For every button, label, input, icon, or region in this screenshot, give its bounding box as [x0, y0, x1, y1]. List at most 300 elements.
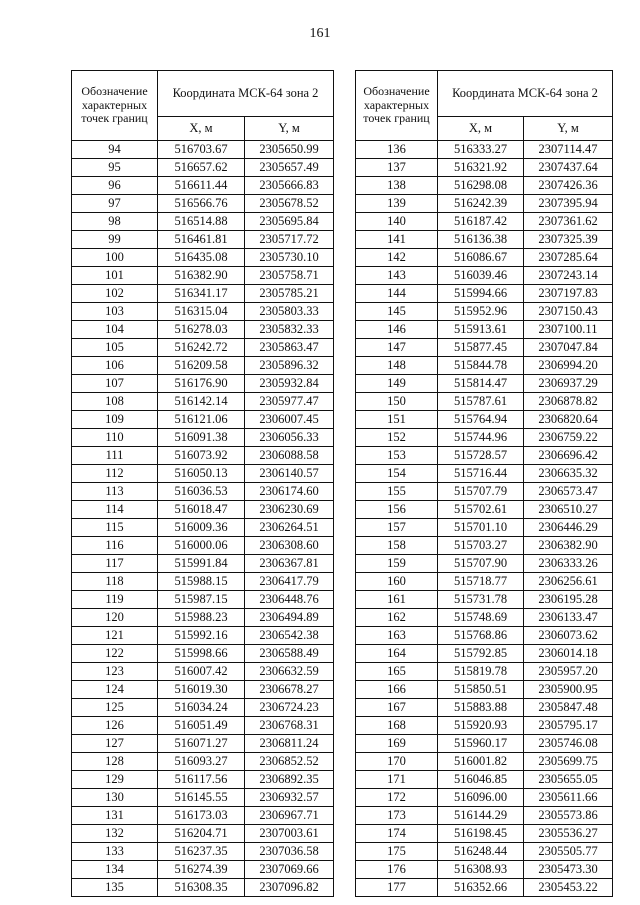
table-row: [72, 699, 334, 717]
point-number-cell: 164: [356, 645, 438, 663]
point-number-cell: 137: [356, 159, 438, 177]
point-number-cell: 153: [356, 447, 438, 465]
y-coordinate-cell: 2306994.20: [524, 357, 613, 375]
table-row: [72, 807, 334, 825]
point-number-cell: 174: [356, 825, 438, 843]
x-coordinate-cell: 515991.84: [158, 555, 245, 573]
point-number-cell: 120: [72, 609, 158, 627]
x-coordinate-cell: 515731.78: [438, 591, 524, 609]
table-row: [72, 411, 334, 429]
point-number-cell: 124: [72, 681, 158, 699]
table-row: [72, 159, 334, 177]
x-coordinate-cell: 516007.42: [158, 663, 245, 681]
y-coordinate-cell: 2307114.47: [524, 141, 613, 159]
table-row: [72, 663, 334, 681]
x-coordinate-cell: 515913.61: [438, 321, 524, 339]
x-coordinate-cell: 516461.81: [158, 231, 245, 249]
table-row: [356, 177, 613, 195]
point-number-cell: 143: [356, 267, 438, 285]
y-coordinate-cell: 2306140.57: [245, 465, 334, 483]
point-number-cell: 173: [356, 807, 438, 825]
y-coordinate-cell: 2307096.82: [245, 879, 334, 897]
x-coordinate-cell: 515744.96: [438, 429, 524, 447]
table-row: [356, 213, 613, 231]
y-coordinate-cell: 2307047.84: [524, 339, 613, 357]
point-number-cell: 94: [72, 141, 158, 159]
table-row: [72, 303, 334, 321]
x-coordinate-cell: 516352.66: [438, 879, 524, 897]
point-number-cell: 113: [72, 483, 158, 501]
y-coordinate-cell: 2306696.42: [524, 447, 613, 465]
x-coordinate-cell: 516382.90: [158, 267, 245, 285]
point-number-cell: 156: [356, 501, 438, 519]
point-number-cell: 96: [72, 177, 158, 195]
x-coordinate-cell: 515987.15: [158, 591, 245, 609]
table-row: [72, 771, 334, 789]
point-number-cell: 107: [72, 375, 158, 393]
point-number-cell: 103: [72, 303, 158, 321]
y-coordinate-cell: 2306367.81: [245, 555, 334, 573]
y-coordinate-cell: 2306494.89: [245, 609, 334, 627]
table-row: [72, 501, 334, 519]
x-coordinate-cell: 515728.57: [438, 447, 524, 465]
y-coordinate-cell: 2306759.22: [524, 429, 613, 447]
point-number-cell: 133: [72, 843, 158, 861]
point-number-cell: 171: [356, 771, 438, 789]
x-coordinate-cell: 515792.85: [438, 645, 524, 663]
table-row: [72, 717, 334, 735]
table-row: [356, 609, 613, 627]
x-coordinate-cell: 516019.30: [158, 681, 245, 699]
table-row: [72, 879, 334, 897]
table-row: [356, 195, 613, 213]
table-row: [356, 267, 613, 285]
x-coordinate-cell: 516333.27: [438, 141, 524, 159]
x-coordinate-cell: 516000.06: [158, 537, 245, 555]
point-number-cell: 130: [72, 789, 158, 807]
table-row: [72, 195, 334, 213]
point-number-cell: 176: [356, 861, 438, 879]
table-row: [72, 555, 334, 573]
x-coordinate-cell: 515850.51: [438, 681, 524, 699]
y-column-header: Y, м: [524, 117, 613, 141]
point-number-cell: 167: [356, 699, 438, 717]
table-row: [356, 861, 613, 879]
designation-header: Обозначение характерных точек границ: [356, 71, 438, 141]
y-coordinate-cell: 2307361.62: [524, 213, 613, 231]
x-coordinate-cell: 515703.27: [438, 537, 524, 555]
x-coordinate-cell: 516274.39: [158, 861, 245, 879]
table-row: [356, 429, 613, 447]
table-row: [72, 375, 334, 393]
y-coordinate-cell: 2306678.27: [245, 681, 334, 699]
table-row: [72, 519, 334, 537]
y-coordinate-cell: 2305505.77: [524, 843, 613, 861]
table-row: [356, 303, 613, 321]
table-row: [356, 591, 613, 609]
y-coordinate-cell: 2307285.64: [524, 249, 613, 267]
table-row: [72, 141, 334, 159]
x-coordinate-cell: 515787.61: [438, 393, 524, 411]
y-coordinate-cell: 2306510.27: [524, 501, 613, 519]
y-coordinate-cell: 2306382.90: [524, 537, 613, 555]
y-coordinate-cell: 2305666.83: [245, 177, 334, 195]
table-row: [356, 699, 613, 717]
point-number-cell: 148: [356, 357, 438, 375]
point-number-cell: 145: [356, 303, 438, 321]
table-row: [356, 357, 613, 375]
table-row: [356, 735, 613, 753]
y-coordinate-cell: 2306014.18: [524, 645, 613, 663]
table-row: [356, 753, 613, 771]
x-coordinate-cell: 516242.72: [158, 339, 245, 357]
table-row: [356, 519, 613, 537]
x-coordinate-cell: 515748.69: [438, 609, 524, 627]
y-coordinate-cell: 2306333.26: [524, 555, 613, 573]
x-column-header: X, м: [158, 117, 245, 141]
point-number-cell: 108: [72, 393, 158, 411]
table-row: [72, 537, 334, 555]
coordinate-system-header: Координата МСК-64 зона 2: [158, 71, 334, 117]
point-number-cell: 140: [356, 213, 438, 231]
point-number-cell: 149: [356, 375, 438, 393]
point-number-cell: 122: [72, 645, 158, 663]
x-coordinate-cell: 515998.66: [158, 645, 245, 663]
table-row: [356, 879, 613, 897]
y-coordinate-cell: 2305847.48: [524, 699, 613, 717]
x-coordinate-cell: 516096.00: [438, 789, 524, 807]
point-number-cell: 168: [356, 717, 438, 735]
y-coordinate-cell: 2307003.61: [245, 825, 334, 843]
y-coordinate-cell: 2305977.47: [245, 393, 334, 411]
x-coordinate-cell: 516144.29: [438, 807, 524, 825]
y-coordinate-cell: 2305678.52: [245, 195, 334, 213]
y-coordinate-cell: 2307437.64: [524, 159, 613, 177]
table-row: [356, 483, 613, 501]
point-number-cell: 170: [356, 753, 438, 771]
x-coordinate-cell: 516308.35: [158, 879, 245, 897]
y-coordinate-cell: 2306820.64: [524, 411, 613, 429]
table-row: [72, 231, 334, 249]
x-coordinate-cell: 516514.88: [158, 213, 245, 231]
point-number-cell: 163: [356, 627, 438, 645]
y-coordinate-cell: 2306852.52: [245, 753, 334, 771]
y-coordinate-cell: 2306932.57: [245, 789, 334, 807]
table-row: [356, 771, 613, 789]
y-coordinate-cell: 2306417.79: [245, 573, 334, 591]
y-coordinate-cell: 2305650.99: [245, 141, 334, 159]
table-row: [72, 357, 334, 375]
table-row: [72, 249, 334, 267]
table-row: [72, 609, 334, 627]
y-coordinate-cell: 2306632.59: [245, 663, 334, 681]
point-number-cell: 154: [356, 465, 438, 483]
y-coordinate-cell: 2305932.84: [245, 375, 334, 393]
x-coordinate-cell: 516086.67: [438, 249, 524, 267]
x-coordinate-cell: 515844.78: [438, 357, 524, 375]
point-number-cell: 126: [72, 717, 158, 735]
table-row: [72, 843, 334, 861]
point-number-cell: 160: [356, 573, 438, 591]
point-number-cell: 115: [72, 519, 158, 537]
table-row: [356, 825, 613, 843]
y-coordinate-cell: 2306056.33: [245, 429, 334, 447]
x-coordinate-cell: 516237.35: [158, 843, 245, 861]
y-coordinate-cell: 2305832.33: [245, 321, 334, 339]
x-coordinate-cell: 515920.93: [438, 717, 524, 735]
x-coordinate-cell: 515764.94: [438, 411, 524, 429]
y-coordinate-cell: 2307069.66: [245, 861, 334, 879]
point-number-cell: 150: [356, 393, 438, 411]
x-coordinate-cell: 515702.61: [438, 501, 524, 519]
coordinates-table-right: [355, 70, 613, 897]
point-number-cell: 128: [72, 753, 158, 771]
y-coordinate-cell: 2306256.61: [524, 573, 613, 591]
point-number-cell: 98: [72, 213, 158, 231]
x-coordinate-cell: 516009.36: [158, 519, 245, 537]
page-number: 161: [309, 26, 331, 41]
y-coordinate-cell: 2306007.45: [245, 411, 334, 429]
x-coordinate-cell: 516001.82: [438, 753, 524, 771]
x-coordinate-cell: 515814.47: [438, 375, 524, 393]
table-row: [72, 465, 334, 483]
point-number-cell: 169: [356, 735, 438, 753]
x-coordinate-cell: 516611.44: [158, 177, 245, 195]
x-coordinate-cell: 515988.15: [158, 573, 245, 591]
y-coordinate-cell: 2306073.62: [524, 627, 613, 645]
x-coordinate-cell: 516321.92: [438, 159, 524, 177]
y-coordinate-cell: 2306811.24: [245, 735, 334, 753]
y-coordinate-cell: 2306174.60: [245, 483, 334, 501]
x-coordinate-cell: 516176.90: [158, 375, 245, 393]
x-coordinate-cell: 515988.23: [158, 609, 245, 627]
table-row: [356, 393, 613, 411]
x-coordinate-cell: 515707.79: [438, 483, 524, 501]
x-coordinate-cell: 515819.78: [438, 663, 524, 681]
y-coordinate-cell: 2307395.94: [524, 195, 613, 213]
x-coordinate-cell: 516117.56: [158, 771, 245, 789]
point-number-cell: 99: [72, 231, 158, 249]
point-number-cell: 162: [356, 609, 438, 627]
x-coordinate-cell: 516121.06: [158, 411, 245, 429]
y-coordinate-cell: 2307325.39: [524, 231, 613, 249]
table-row: [356, 375, 613, 393]
y-coordinate-cell: 2305695.84: [245, 213, 334, 231]
x-coordinate-cell: 516278.03: [158, 321, 245, 339]
point-number-cell: 139: [356, 195, 438, 213]
point-number-cell: 125: [72, 699, 158, 717]
x-coordinate-cell: 516136.38: [438, 231, 524, 249]
x-coordinate-cell: 516298.08: [438, 177, 524, 195]
x-coordinate-cell: 516657.62: [158, 159, 245, 177]
point-number-cell: 141: [356, 231, 438, 249]
y-coordinate-cell: 2306588.49: [245, 645, 334, 663]
table-row: [356, 555, 613, 573]
point-number-cell: 123: [72, 663, 158, 681]
y-coordinate-cell: 2305803.33: [245, 303, 334, 321]
coordinate-system-header: Координата МСК-64 зона 2: [438, 71, 613, 117]
point-number-cell: 159: [356, 555, 438, 573]
y-coordinate-cell: 2306724.23: [245, 699, 334, 717]
point-number-cell: 177: [356, 879, 438, 897]
point-number-cell: 172: [356, 789, 438, 807]
table-row: [72, 321, 334, 339]
point-number-cell: 165: [356, 663, 438, 681]
table-row: [72, 627, 334, 645]
x-coordinate-cell: 516315.04: [158, 303, 245, 321]
y-coordinate-cell: 2306573.47: [524, 483, 613, 501]
y-coordinate-cell: 2305699.75: [524, 753, 613, 771]
y-coordinate-cell: 2307197.83: [524, 285, 613, 303]
coordinates-table-left: [71, 70, 334, 897]
table-row: [356, 447, 613, 465]
table-row: [356, 321, 613, 339]
point-number-cell: 135: [72, 879, 158, 897]
table-row: [356, 537, 613, 555]
y-coordinate-cell: 2305717.72: [245, 231, 334, 249]
point-number-cell: 110: [72, 429, 158, 447]
point-number-cell: 175: [356, 843, 438, 861]
table-row: [72, 177, 334, 195]
table-row: [356, 717, 613, 735]
point-number-cell: 152: [356, 429, 438, 447]
x-coordinate-cell: 516051.49: [158, 717, 245, 735]
table-row: [72, 339, 334, 357]
point-number-cell: 101: [72, 267, 158, 285]
y-coordinate-cell: 2306088.58: [245, 447, 334, 465]
x-coordinate-cell: 516703.67: [158, 141, 245, 159]
x-coordinate-cell: 516248.44: [438, 843, 524, 861]
table-row: [72, 573, 334, 591]
x-coordinate-cell: 515883.88: [438, 699, 524, 717]
table-row: [356, 807, 613, 825]
x-coordinate-cell: 515707.90: [438, 555, 524, 573]
table-row: [72, 483, 334, 501]
x-coordinate-cell: 516036.53: [158, 483, 245, 501]
y-coordinate-cell: 2305795.17: [524, 717, 613, 735]
y-coordinate-cell: 2305957.20: [524, 663, 613, 681]
table-row: [356, 141, 613, 159]
y-coordinate-cell: 2307036.58: [245, 843, 334, 861]
x-coordinate-cell: 516093.27: [158, 753, 245, 771]
point-number-cell: 151: [356, 411, 438, 429]
y-coordinate-cell: 2305896.32: [245, 357, 334, 375]
x-coordinate-cell: 516071.27: [158, 735, 245, 753]
x-coordinate-cell: 515960.17: [438, 735, 524, 753]
table-row: [72, 861, 334, 879]
table-row: [356, 645, 613, 663]
x-coordinate-cell: 516204.71: [158, 825, 245, 843]
x-coordinate-cell: 516039.46: [438, 267, 524, 285]
y-coordinate-cell: 2306446.29: [524, 519, 613, 537]
x-coordinate-cell: 516242.39: [438, 195, 524, 213]
y-coordinate-cell: 2305473.30: [524, 861, 613, 879]
x-coordinate-cell: 516018.47: [158, 501, 245, 519]
x-coordinate-cell: 515718.77: [438, 573, 524, 591]
y-coordinate-cell: 2305863.47: [245, 339, 334, 357]
x-coordinate-cell: 516435.08: [158, 249, 245, 267]
point-number-cell: 117: [72, 555, 158, 573]
point-number-cell: 136: [356, 141, 438, 159]
point-number-cell: 119: [72, 591, 158, 609]
point-number-cell: 102: [72, 285, 158, 303]
point-number-cell: 109: [72, 411, 158, 429]
point-number-cell: 116: [72, 537, 158, 555]
x-coordinate-cell: 515701.10: [438, 519, 524, 537]
table-row: [356, 681, 613, 699]
point-number-cell: 97: [72, 195, 158, 213]
point-number-cell: 111: [72, 447, 158, 465]
x-coordinate-cell: 515877.45: [438, 339, 524, 357]
table-row: [72, 591, 334, 609]
table-row: [72, 735, 334, 753]
point-number-cell: 121: [72, 627, 158, 645]
y-coordinate-cell: 2307243.14: [524, 267, 613, 285]
x-coordinate-cell: 515768.86: [438, 627, 524, 645]
table-body-right: [356, 141, 613, 897]
x-coordinate-cell: 515716.44: [438, 465, 524, 483]
table-row: [72, 447, 334, 465]
x-coordinate-cell: 516566.76: [158, 195, 245, 213]
x-coordinate-cell: 516308.93: [438, 861, 524, 879]
table-row: [356, 573, 613, 591]
table-row: [72, 393, 334, 411]
y-coordinate-cell: 2305746.08: [524, 735, 613, 753]
table-row: [72, 213, 334, 231]
table-row: [356, 465, 613, 483]
table-row: [356, 789, 613, 807]
x-coordinate-cell: 516341.17: [158, 285, 245, 303]
point-number-cell: 161: [356, 591, 438, 609]
x-column-header: X, м: [438, 117, 524, 141]
point-number-cell: 100: [72, 249, 158, 267]
x-coordinate-cell: 515952.96: [438, 303, 524, 321]
x-coordinate-cell: 516145.55: [158, 789, 245, 807]
point-number-cell: 112: [72, 465, 158, 483]
x-coordinate-cell: 516198.45: [438, 825, 524, 843]
point-number-cell: 146: [356, 321, 438, 339]
y-coordinate-cell: 2306768.31: [245, 717, 334, 735]
x-coordinate-cell: 516209.58: [158, 357, 245, 375]
table-row: [356, 663, 613, 681]
y-coordinate-cell: 2306542.38: [245, 627, 334, 645]
table-row: [72, 645, 334, 663]
x-coordinate-cell: 516050.13: [158, 465, 245, 483]
point-number-cell: 132: [72, 825, 158, 843]
y-coordinate-cell: 2305655.05: [524, 771, 613, 789]
table-row: [72, 267, 334, 285]
x-coordinate-cell: 516091.38: [158, 429, 245, 447]
table-row: [72, 285, 334, 303]
y-coordinate-cell: 2306967.71: [245, 807, 334, 825]
table-row: [356, 411, 613, 429]
table-row: [356, 843, 613, 861]
y-coordinate-cell: 2306230.69: [245, 501, 334, 519]
x-coordinate-cell: 516142.14: [158, 393, 245, 411]
x-coordinate-cell: 516187.42: [438, 213, 524, 231]
y-coordinate-cell: 2306892.35: [245, 771, 334, 789]
y-coordinate-cell: 2307426.36: [524, 177, 613, 195]
point-number-cell: 155: [356, 483, 438, 501]
y-coordinate-cell: 2305611.66: [524, 789, 613, 807]
y-coordinate-cell: 2306635.32: [524, 465, 613, 483]
table-row: [356, 285, 613, 303]
y-coordinate-cell: 2307150.43: [524, 303, 613, 321]
y-coordinate-cell: 2305730.10: [245, 249, 334, 267]
y-coordinate-cell: 2305900.95: [524, 681, 613, 699]
y-coordinate-cell: 2305573.86: [524, 807, 613, 825]
x-coordinate-cell: 515992.16: [158, 627, 245, 645]
